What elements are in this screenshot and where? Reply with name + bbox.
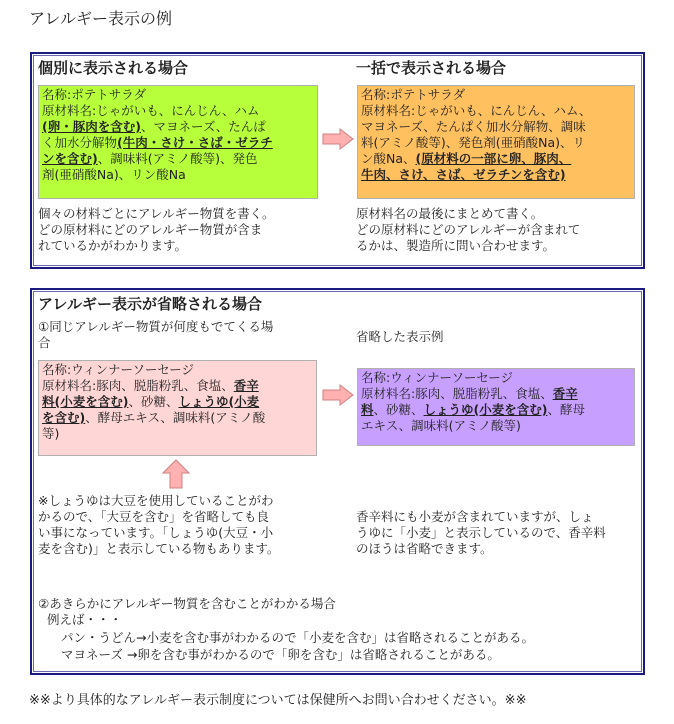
arrow-up-icon [162,459,190,489]
heading-individual: 個別に表示される場合 [38,59,189,77]
label-box-sausage-omitted: 名称:ウィンナーソーセージ 原材料名:豚肉、脱脂粉乳、食塩、香辛 料、砂糖、しょうゆ(小麦を含む)、酵母 エキス、調味料(アミノ酸等) [357,368,635,446]
page-title: アレルギー表示の例 [29,9,172,28]
arrow-right-icon-2 [322,384,354,406]
footer-note: ※※より具体的なアレルギー表示制度については保健所へお問い合わせください。※※ [29,693,527,708]
case2-lead: 例えば・・・ [47,612,123,627]
heading-bulk: 一括で表示される場合 [356,59,507,77]
note-soy-sauce: ※しょうゆは大豆を使用していることがわ かるので、「大豆を含む」を省略しても良 い事になっています。「しょうゆ(大豆・小 麦を含む)」と表示している物もあります。 [38,493,280,556]
case2-item-bread: パン・うどん→小麦を含む事がわかるので「小麦を含む」は省略されることがある。 [61,630,534,645]
label-box-bulk: 名称:ポテトサラダ 原材料名:じゃがいも、にんじん、ハム、 マヨネーズ、たんぱく加水分解物、調味 料(アミノ酸等)、発色剤(亜硝酸Na)、リ ン酸Na、(原材料の一部に卵、豚肉、 牛肉、さけ、さば、ゼラチンを含む) [357,85,635,199]
label-box-individual: 名称:ポテトサラダ 原材料名:じゃがいも、にんじん、ハム (卵・豚肉を含む)、マヨネーズ、たんぱ く加水分解物(牛肉・さけ・さば・ゼラチ ンを含む)、調味料(アミノ酸等)、発色 剤(亜硝酸Na)、リン酸Na [38,85,318,199]
example-label: 省略した表示例 [356,329,444,344]
heading-omitted: アレルギー表示が省略される場合 [38,295,263,313]
arrow-right-icon [322,128,354,150]
label-box-sausage-full: 名称:ウィンナーソーセージ 原材料名:豚肉、脱脂粉乳、食塩、香辛 料(小麦を含む)、砂糖、しょうゆ(小麦 を含む)、酵母エキス、調味料(アミノ酸 等) [38,360,317,456]
note-spice: 香辛料にも小麦が含まれていますが、しょ うゆに「小麦」と表示しているので、香辛料 のほうは省略できます。 [356,509,606,556]
case2-item-mayonnaise: マヨネーズ →卵を含む事がわかるので「卵を含む」は省略されることがある。 [61,647,500,662]
case2-text: ②あきらかにアレルギー物質を含むことがわかる場合 [38,596,336,611]
note-individual: 個々の材料ごとにアレルギー物質を書く。 どの原材料にどのアレルギー物質が含ま れているかがわかります。 [38,206,275,253]
note-bulk: 原材料名の最後にまとめて書く。 どの原材料にどのアレルギーが含まれて るかは、製造所に問い合わせます。 [356,206,581,253]
case1-text: ①同じアレルギー物質が何度もでてくる場 合 [38,319,274,350]
